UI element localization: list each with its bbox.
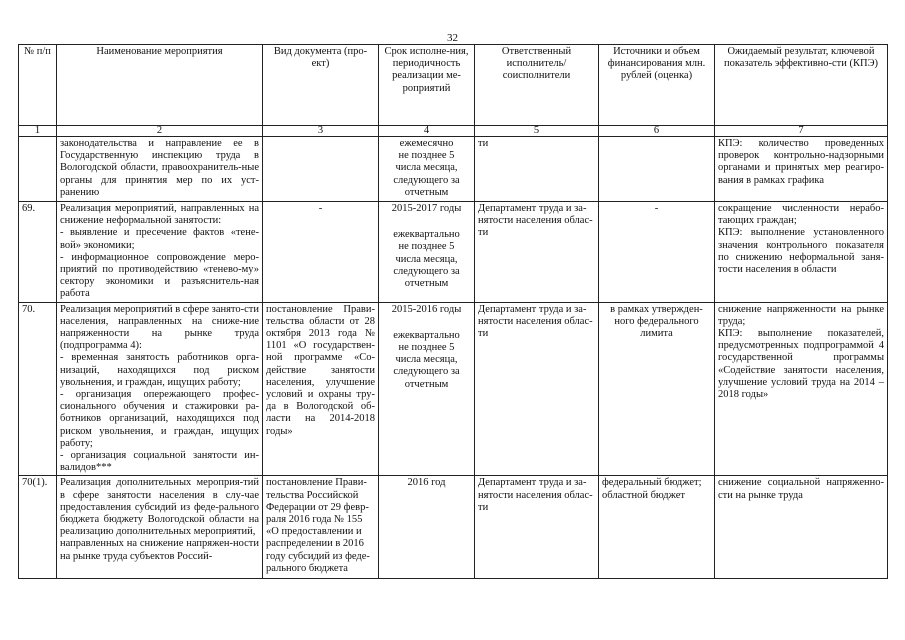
funding bbox=[599, 137, 715, 202]
funding: федеральный бюджет; областной бюджет bbox=[599, 476, 715, 579]
term-line: ежеквартально bbox=[393, 329, 460, 341]
term-line: не позднее 5 bbox=[398, 150, 455, 162]
page-number: 32 bbox=[447, 32, 458, 44]
table-row bbox=[19, 476, 888, 579]
column-number: 4 bbox=[379, 126, 475, 137]
term-line: ежемесячно bbox=[399, 138, 454, 149]
table-row bbox=[19, 137, 888, 202]
expected-result bbox=[715, 202, 888, 303]
term-period: 2015-2017 годы bbox=[391, 203, 462, 214]
responsible: Департамент труда и за-нятости населения облас-ти bbox=[475, 476, 599, 579]
result-line: КПЭ: количество проведенных проверок контрольно-надзорными органами и принятых мер реагиро-вания в рамках графика bbox=[718, 138, 884, 186]
expected-result bbox=[715, 476, 888, 579]
measure-name-line: - выявление и пресечение фактов «тене-вой» экономики; bbox=[60, 227, 259, 251]
measure-name-line: - организация социальной занятости ин-валидов*** bbox=[60, 450, 259, 474]
expected-result bbox=[715, 302, 888, 476]
measure-name-line: Реализация мероприятий, направленных на снижение неформальной занятости: bbox=[60, 203, 259, 227]
column-number: 6 bbox=[599, 126, 715, 137]
header-doc: Вид документа (про-ект) bbox=[263, 45, 379, 126]
table-row bbox=[19, 302, 888, 476]
term-line: не позднее 5 bbox=[398, 342, 455, 354]
column-number: 3 bbox=[263, 126, 379, 137]
measure-name bbox=[57, 302, 263, 476]
term-line: числа месяца, bbox=[395, 253, 458, 265]
funding: в рамках утвержден-ного федерального лимита bbox=[599, 302, 715, 476]
measure-name-line: Реализация дополнительных мероприя-тий в сфере занятости населения в слу-чае предоставления субсидий из феде-рального бюджета бюджету Вологодской области на реализацию дополнительных мероприятий, bbox=[60, 477, 259, 538]
row-number bbox=[19, 137, 57, 202]
measures-table bbox=[18, 44, 888, 579]
column-number-row bbox=[19, 126, 888, 137]
measure-name-line: - информационное сопровождение меро-приятий по противодействию «тенево-му» сектору экономики и разъяснитель-ная работа bbox=[60, 251, 259, 300]
row-number: 69. bbox=[19, 202, 57, 303]
result-line: снижение напряженности на рынке труда; bbox=[718, 303, 884, 327]
result-line: КПЭ: выполнение установленного значения контрольного показателя по снижению неформальной заня-тости населения в области bbox=[718, 227, 884, 276]
result-line: сокращение численности нерабо-тающих граждан; bbox=[718, 203, 884, 227]
row-number: 70. bbox=[19, 302, 57, 476]
header-row bbox=[19, 45, 888, 126]
header-result: Ожидаемый результат, ключевой показатель эффективно-сти (КПЭ) bbox=[715, 45, 888, 126]
term-line: числа месяца, bbox=[395, 162, 458, 174]
measure-name-line: - временная занятость работников орга-низаций, находящихся под риском увольнения, и граждан, ищущих работу; bbox=[60, 352, 259, 388]
header-num: № п/п bbox=[19, 45, 57, 126]
header-term: Срок исполне-ния, периодичность реализации ме-роприятий bbox=[379, 45, 475, 126]
column-number: 5 bbox=[475, 126, 599, 137]
funding: - bbox=[599, 202, 715, 303]
measure-name-line: Реализация мероприятий в сфере занято-сти населения, направленных на сниже-ние напряженности на рынке труда (подпрограмма 4): bbox=[60, 303, 259, 352]
measure-name-line: - организация опережающего профес-сионального обучения и стажировки ра-ботников организаций, находящихся под риском увольнения, и граждан, ищущих работу; bbox=[60, 389, 259, 449]
responsible: ти bbox=[475, 137, 599, 202]
expected-result bbox=[715, 137, 888, 202]
term-line: следующего за bbox=[393, 265, 460, 277]
measure-name bbox=[57, 137, 263, 202]
term-period: 2015-2016 годы bbox=[391, 303, 462, 315]
measure-name bbox=[57, 476, 263, 579]
document-type: - bbox=[263, 202, 379, 303]
term bbox=[379, 202, 475, 303]
document-type: постановление Прави-тельства Российской Федерации от 29 февр-раля 2016 года № 155 «О предоставлении и распределении в 2016 году субсидий из феде-рального бюджета bbox=[263, 476, 379, 579]
term bbox=[379, 476, 475, 579]
responsible: Департамент труда и за-нятости населения облас-ти bbox=[475, 202, 599, 303]
term-period: 2016 год bbox=[407, 477, 446, 489]
term-line: следующего за bbox=[393, 366, 460, 378]
responsible: Департамент труда и за-нятости населения облас-ти bbox=[475, 302, 599, 476]
term-line: отчетным bbox=[404, 278, 449, 290]
row-number: 70(1). bbox=[19, 476, 57, 579]
term-line: отчетным bbox=[404, 186, 449, 198]
column-number: 2 bbox=[57, 126, 263, 137]
table-row bbox=[19, 202, 888, 303]
column-number: 7 bbox=[715, 126, 888, 137]
term-line: следующего за bbox=[393, 174, 460, 186]
measure-name-line: законодательства и направление ее в Государственную инспекцию труда в Вологодской области, правоохранитель-ные органы для принятия мер по их уст-ранению bbox=[60, 138, 259, 198]
result-line: КПЭ: выполнение показателей, предусмотренных подпрограммой 4 государственной программы «Содействие занятости населения, улучшение условий труда на 2014 – 2018 годы» bbox=[718, 328, 884, 401]
measure-name bbox=[57, 202, 263, 303]
document-type: постановление Прави-тельства области от 28 октября 2013 года № 1101 «О государствен-ной программе «Со-действие занятости населения, улучшение условий и охраны тру-да в Вологодской об-ласти на 2014-2018 годы» bbox=[263, 302, 379, 476]
term bbox=[379, 137, 475, 202]
column-number: 1 bbox=[19, 126, 57, 137]
header-resp: Ответственный исполнитель/ соисполнители bbox=[475, 45, 599, 126]
term bbox=[379, 302, 475, 476]
term-line: не позднее 5 bbox=[398, 241, 455, 253]
header-name: Наименование мероприятия bbox=[57, 45, 263, 126]
document-type bbox=[263, 137, 379, 202]
header-fund: Источники и объем финансирования млн. рублей (оценка) bbox=[599, 45, 715, 126]
term-line: ежеквартально bbox=[393, 229, 460, 241]
result-line: снижение социальной напряженно-сти на рынке труда bbox=[718, 477, 884, 501]
term-line: числа месяца, bbox=[395, 354, 458, 366]
term-line: отчетным bbox=[404, 378, 449, 390]
measure-name-line: направленных на снижение напряжен-ности на рынке труда субъектов Россий- bbox=[60, 538, 259, 562]
